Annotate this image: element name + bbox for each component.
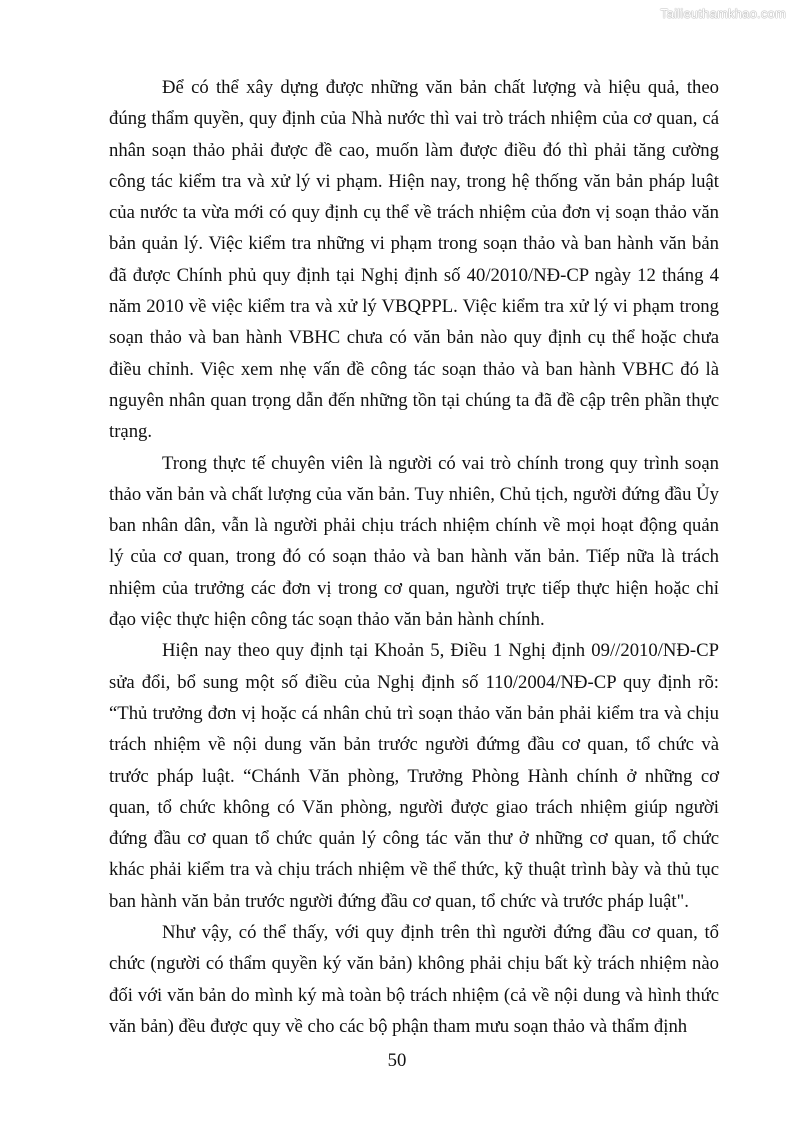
paragraph-2: Trong thực tế chuyên viên là người có vai trò chính trong quy trình soạn thảo văn bản và chất lượng của văn bản. Tuy nhiên, Chủ tịch, người đứng đầu Ủy ban nhân dân, vẫn là người phải chịu trách nhiệm chính về mọi hoạt động quản lý của cơ quan, trong đó có soạn thảo và ban hành văn bản. Tiếp nữa là trách nhiệm của trưởng các đơn vị trong cơ quan, người trực tiếp thực hiện hoặc chỉ đạo việc thực hiện công tác soạn thảo văn bản hành chính. (109, 452, 719, 631)
paragraph-3: Hiện nay theo quy định tại Khoản 5, Điều 1 Nghị định 09//2010/NĐ-CP sửa đổi, bổ sung một số điều của Nghị định số 110/2004/NĐ-CP quy định rõ: “Thủ trưởng đơn vị hoặc cá nhân chủ trì soạn thảo văn bản phải kiểm tra và chịu trách nhiệm về nội dung văn bản trước người đứmg đầu cơ quan, tổ chức và trước pháp luật. “Chánh Văn phòng, Trưởng Phòng Hành chính ở những cơ quan, tổ chức không có Văn phòng, người được giao trách nhiệm giúp người đứng đầu cơ quan tổ chức quản lý công tác văn thư ở những cơ quan, tổ chức khác phải kiểm tra và chịu trách nhiệm về thể thức, kỹ thuật trình bày và thủ tục ban hành văn bản trước người đứng đầu cơ quan, tổ chức và trước pháp luật". (109, 640, 719, 912)
page-number: 50 (387, 1050, 407, 1071)
document-body (109, 72, 719, 1042)
paragraph-1: Để có thể xây dựng được những văn bản chất lượng và hiệu quả, theo đúng thẩm quyền, quy định của Nhà nước thì vai trò trách nhiệm của cơ quan, cá nhân soạn thảo phải được đề cao, muốn làm được điều đó thì phải tăng cường công tác kiểm tra và xử lý vi phạm. Hiện nay, trong hệ thống văn bản pháp luật của nước ta vừa mới có quy định cụ thể về trách nhiệm của đơn vị soạn thảo văn bản quản lý. Việc kiểm tra những vi phạm trong soạn thảo và ban hành văn bản đã được Chính phủ quy định tại Nghị định số 40/2010/NĐ-CP ngày 12 tháng 4 năm 2010 về việc kiểm tra và xử lý VBQPPL. Việc kiểm tra xử lý vi phạm trong soạn thảo và ban hành VBHC chưa có văn bản nào quy định cụ thể hoặc chưa điều chỉnh. Việc xem nhẹ vấn đề công tác soạn thảo và ban hành VBHC đó là nguyên nhân quan trọng dẫn đến những tồn tại chúng ta đã đề cập trên phần thực trạng. (109, 77, 719, 443)
paragraph-4: Như vậy, có thể thấy, với quy định trên thì người đứng đầu cơ quan, tổ chức (người có thẩm quyền ký văn bản) không phải chịu bất kỳ trách nhiệm nào đối với văn bản do mình ký mà toàn bộ trách nhiệm (cả về nội dung và hình thức văn bản) đều được quy về cho các bộ phận tham mưu soạn thảo và thẩm định (109, 922, 719, 1037)
watermark: Tailieuthamkhao.com (660, 6, 786, 21)
